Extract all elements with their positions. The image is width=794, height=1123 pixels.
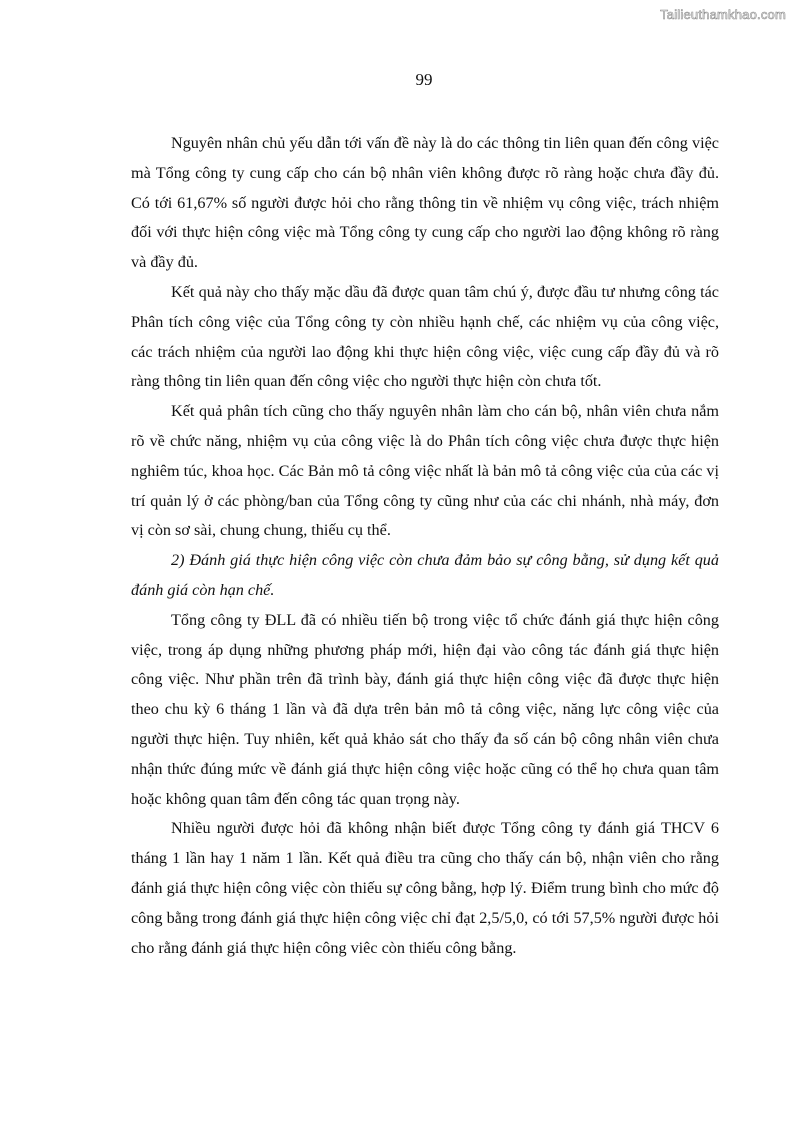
paragraph-survey-result: Nhiều người được hỏi đã không nhận biết được Tổng công ty đánh giá THCV 6 tháng 1 lần hay 1 năm 1 lần. Kết quả điều tra cũng cho thấy cán bộ, nhận viên cho rằng đánh giá thực hiện công việc còn thiếu sự công bằng, hợp lý. Điểm trung bình cho mức độ công bằng trong đánh giá thực hiện công việc chỉ đạt 2,5/5,0, có tới 57,5% người được hỏi cho rằng đánh giá thực hiện công viêc còn thiếu công bằng. <box>131 819 719 957</box>
watermark: Tailieuthamkhao.com <box>660 7 786 22</box>
paragraph-causes: Nguyên nhân chủ yếu dẫn tới vấn đề này là do các thông tin liên quan đến công việc mà Tổng công ty cung cấp cho cán bộ nhân viên không được rõ ràng hoặc chưa đầy đủ. Có tới 61,67% số người được hỏi cho rằng thông tin về nhiệm vụ công việc, trách nhiệm đối với thực hiện công việc mà Tổng công ty cung cấp cho người lao động không rõ ràng và đầy đủ. <box>131 134 719 272</box>
paragraph-job-analysis-result: Kết quả này cho thấy mặc dầu đã được quan tâm chú ý, được đầu tư nhưng công tác Phân tích công việc của Tổng công ty còn nhiều hạnh chế, các nhiệm vụ của công việc, các trách nhiệm của người lao động khi thực hiện công việc, việc cung cấp đầy đủ và rõ ràng thông tin liên quan đến công việc cho người thực hiện còn chưa tốt. <box>131 282 719 391</box>
section-heading-evaluation: 2) Đánh giá thực hiện công việc còn chưa đảm bảo sự công bằng, sử dụng kết quả đánh giá còn hạn chế. <box>131 551 719 599</box>
paragraph-evaluation-progress: Tổng công ty ĐLL đã có nhiều tiến bộ trong việc tổ chức đánh giá thực hiện công việc, trong áp dụng những phương pháp mới, hiện đại vào công tác đánh giá thực hiện công việc. Như phần trên đã trình bày, đánh giá thực hiện công việc đã được thực hiện theo chu kỳ 6 tháng 1 lần và đã dựa trên bản mô tả công việc, năng lực công việc của người thực hiện. Tuy nhiên, kết quả khảo sát cho thấy đa số cán bộ công nhân viên chưa nhận thức đúng mức về đánh giá thực hiện công việc hoặc cũng có thể họ chưa quan tâm hoặc không quan tâm đến công tác quan trọng này. <box>131 610 719 808</box>
page-number: 99 <box>415 70 433 89</box>
paragraph-analysis-cause: Kết quả phân tích cũng cho thấy nguyên nhân làm cho cán bộ, nhân viên chưa nắm rõ về chức năng, nhiệm vụ của công việc là do Phân tích công việc chưa được thực hiện nghiêm túc, khoa học. Các Bản mô tả công việc nhất là bản mô tả công việc của của các vị trí quản lý ở các phòng/ban của Tổng công ty cũng như của các chi nhánh, nhà máy, đơn vị còn sơ sài, chung chung, thiếu cụ thể. <box>131 402 719 540</box>
document-body <box>131 129 719 963</box>
